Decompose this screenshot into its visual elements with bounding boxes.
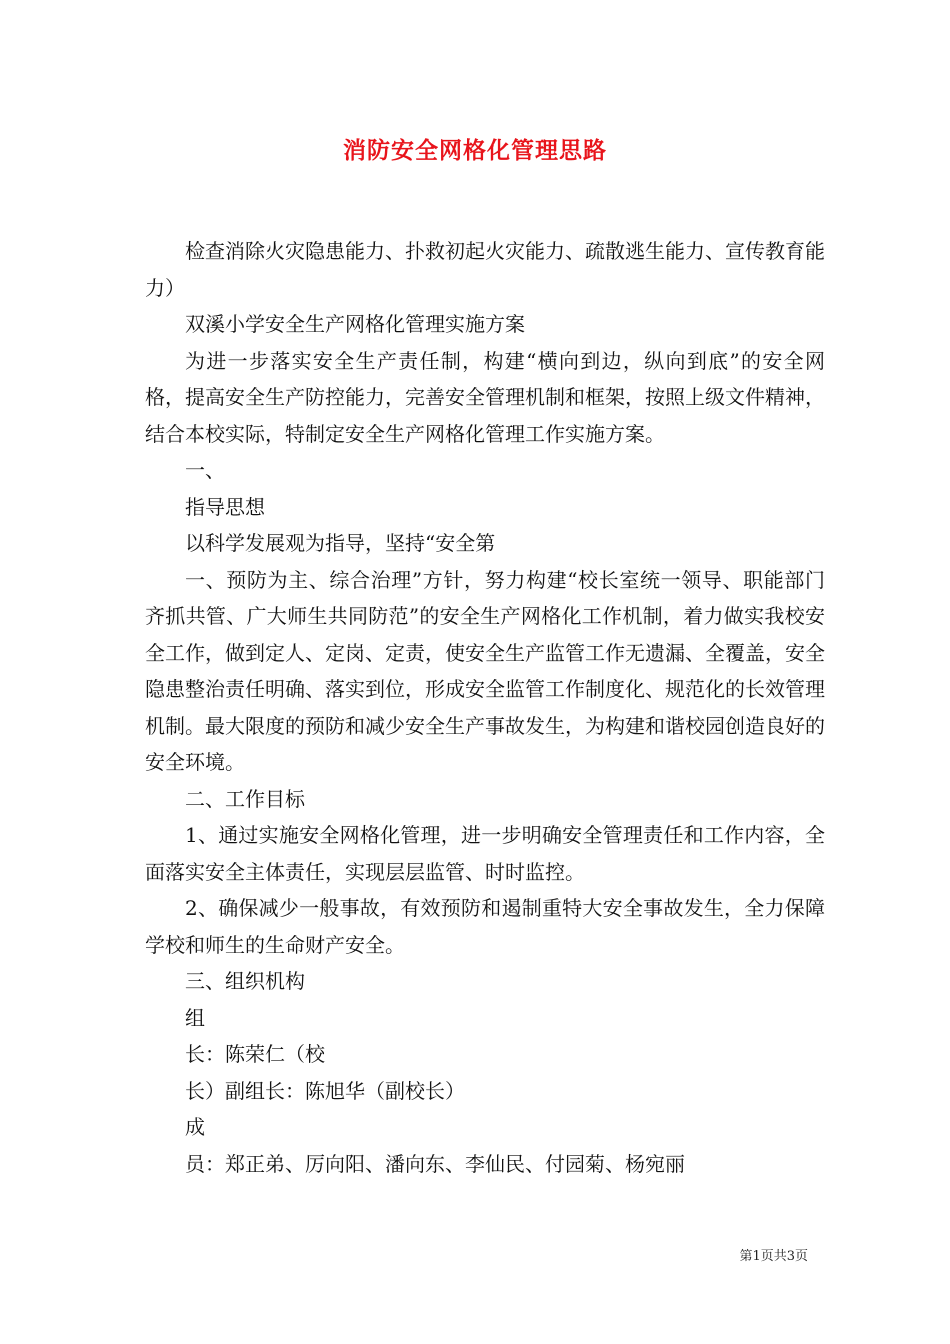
paragraph: 2、确保减少一般事故，有效预防和遏制重特大安全事故发生，全力保障学校和师生的生命财产安全。 — [145, 896, 825, 957]
paragraph: 指导思想 — [185, 494, 265, 519]
paragraph: 检查消除火灾隐患能力、扑救初起火灾能力、疏散逃生能力、宣传教育能力） — [145, 239, 825, 300]
paragraph: 二、工作目标 — [185, 786, 305, 811]
paragraph: 三、组织机构 — [185, 969, 305, 993]
paragraph: 组 — [185, 1005, 205, 1030]
paragraph: 为进一步落实安全生产责任制，构建“横向到边，纵向到底”的安全网格，提高安全生产防控能力，完善安全管理机制和框架，按照上级文件精神，结合本校实际，特制定安全生产网格化管理工作实施方案。 — [145, 348, 825, 446]
paragraph: 长）副组长：陈旭华（副校长） — [185, 1078, 465, 1103]
paragraph: 长：陈荣仁（校 — [185, 1042, 325, 1066]
paragraph: 1、通过实施安全网格化管理，进一步明确安全管理责任和工作内容，全面落实安全主体责任，实现层层监管、时时监控。 — [145, 823, 825, 884]
paragraph: 一、 — [185, 458, 225, 482]
page-number: 第1页共3页 — [739, 1249, 808, 1264]
page-title: 消防安全网格化管理思路 — [343, 137, 607, 164]
document-body — [145, 233, 825, 1182]
paragraph: 双溪小学安全生产网格化管理实施方案 — [185, 312, 525, 336]
paragraph: 一、预防为主、综合治理”方针，努力构建“校长室统一领导、职能部门齐抓共管、广大师生共同防范”的安全生产网格化工作机制，着力做实我校安全工作，做到定人、定岗、定责，使安全生产监管工作无遗漏、全覆盖，安全隐患整治责任明确、落实到位，形成安全监管工作制度化、规范化的长效管理机制。最大限度的预防和减少安全生产事故发生，为构建和谐校园创造良好的安全环境。 — [145, 567, 825, 774]
paragraph: 以科学发展观为指导，坚持“安全第 — [185, 531, 496, 555]
paragraph: 成 — [185, 1115, 205, 1139]
paragraph: 员：郑正弟、厉向阳、潘向东、李仙民、付园菊、杨宛丽 — [185, 1151, 685, 1176]
